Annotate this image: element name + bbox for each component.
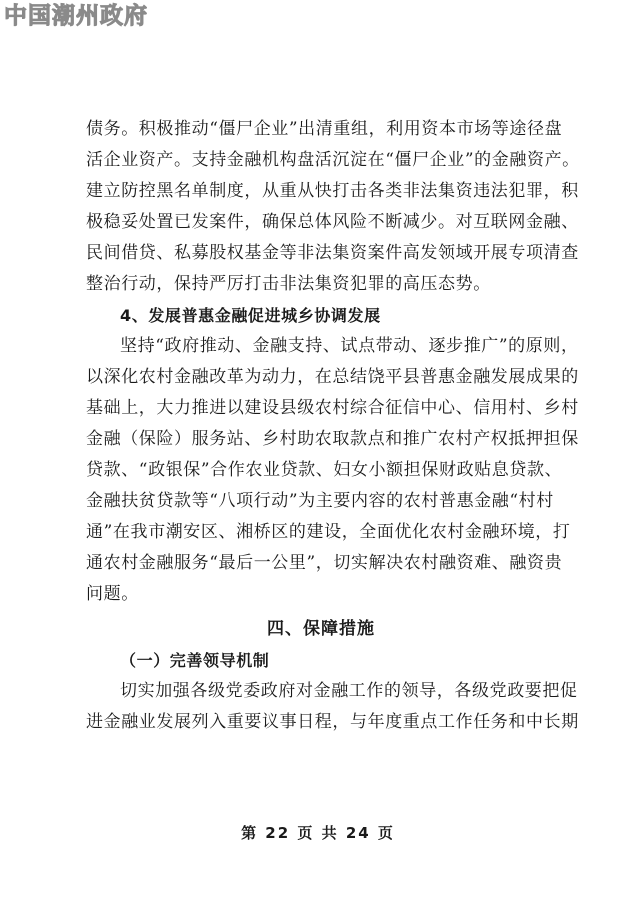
document-body — [86, 114, 580, 738]
text-line: 贷款、“政银保”合作农业贷款、妇女小额担保财政贴息贷款、 — [86, 460, 563, 480]
page-number-footer: 第 22 页 共 24 页 — [241, 824, 395, 842]
text-line: 金融扶贫贷款等“八项行动”为主要内容的农村普惠金融“村村 — [86, 491, 554, 511]
text-line: 极稳妥处置已发案件，确保总体风险不断减少。对互联网金融、 — [86, 212, 579, 232]
text-line: 切实加强各级党委政府对金融工作的领导，各级党政要把促 — [120, 681, 578, 701]
text-line: 通农村金融服务“最后一公里”，切实解决农村融资难、融资贵 — [86, 553, 563, 573]
text-line: 建立防控黑名单制度，从重从快打击各类非法集资违法犯罪，积 — [86, 181, 579, 201]
heading-inclusive-finance: 4、发展普惠金融促进城乡协调发展 — [120, 306, 381, 325]
text-line: 民间借贷、私募股权基金等非法集资案件高发领域开展专项清查 — [86, 243, 579, 263]
text-line: 问题。 — [86, 584, 139, 604]
sub-section-title: （一）完善领导机制 — [120, 651, 270, 670]
text-line: 债务。积极推动“僵尸企业”出清重组，利用资本市场等途径盘 — [86, 119, 563, 139]
paragraph-leadership — [86, 676, 579, 738]
text-line: 以深化农村金融改革为动力，在总结饶平县普惠金融发展成果的 — [86, 367, 579, 387]
paragraph-debt-disposal — [86, 114, 580, 300]
text-line: 活企业资产。支持金融机构盘活沉淀在“僵尸企业”的金融资产。 — [86, 150, 580, 170]
watermark-logo: 中国潮州政府 — [4, 2, 148, 29]
text-line: 坚持“政府推动、金融支持、试点带动、逐步推广”的原则， — [120, 336, 579, 356]
section-title: 四、保障措施 — [267, 619, 375, 639]
text-line: 金融（保险）服务站、乡村助农取款点和推广农村产权抵押担保 — [86, 429, 579, 449]
text-line: 进金融业发展列入重要议事日程，与年度重点工作任务和中长期 — [86, 712, 579, 732]
text-line: 基础上，大力推进以建设县级农村综合征信中心、信用村、乡村 — [86, 398, 579, 418]
text-line: 通”在我市潮安区、湘桥区的建设，全面优化农村金融环境，打 — [86, 522, 571, 542]
text-line: 整治行动，保持严厉打击非法集资犯罪的高压态势。 — [86, 274, 491, 294]
paragraph-inclusive-finance — [86, 331, 579, 610]
